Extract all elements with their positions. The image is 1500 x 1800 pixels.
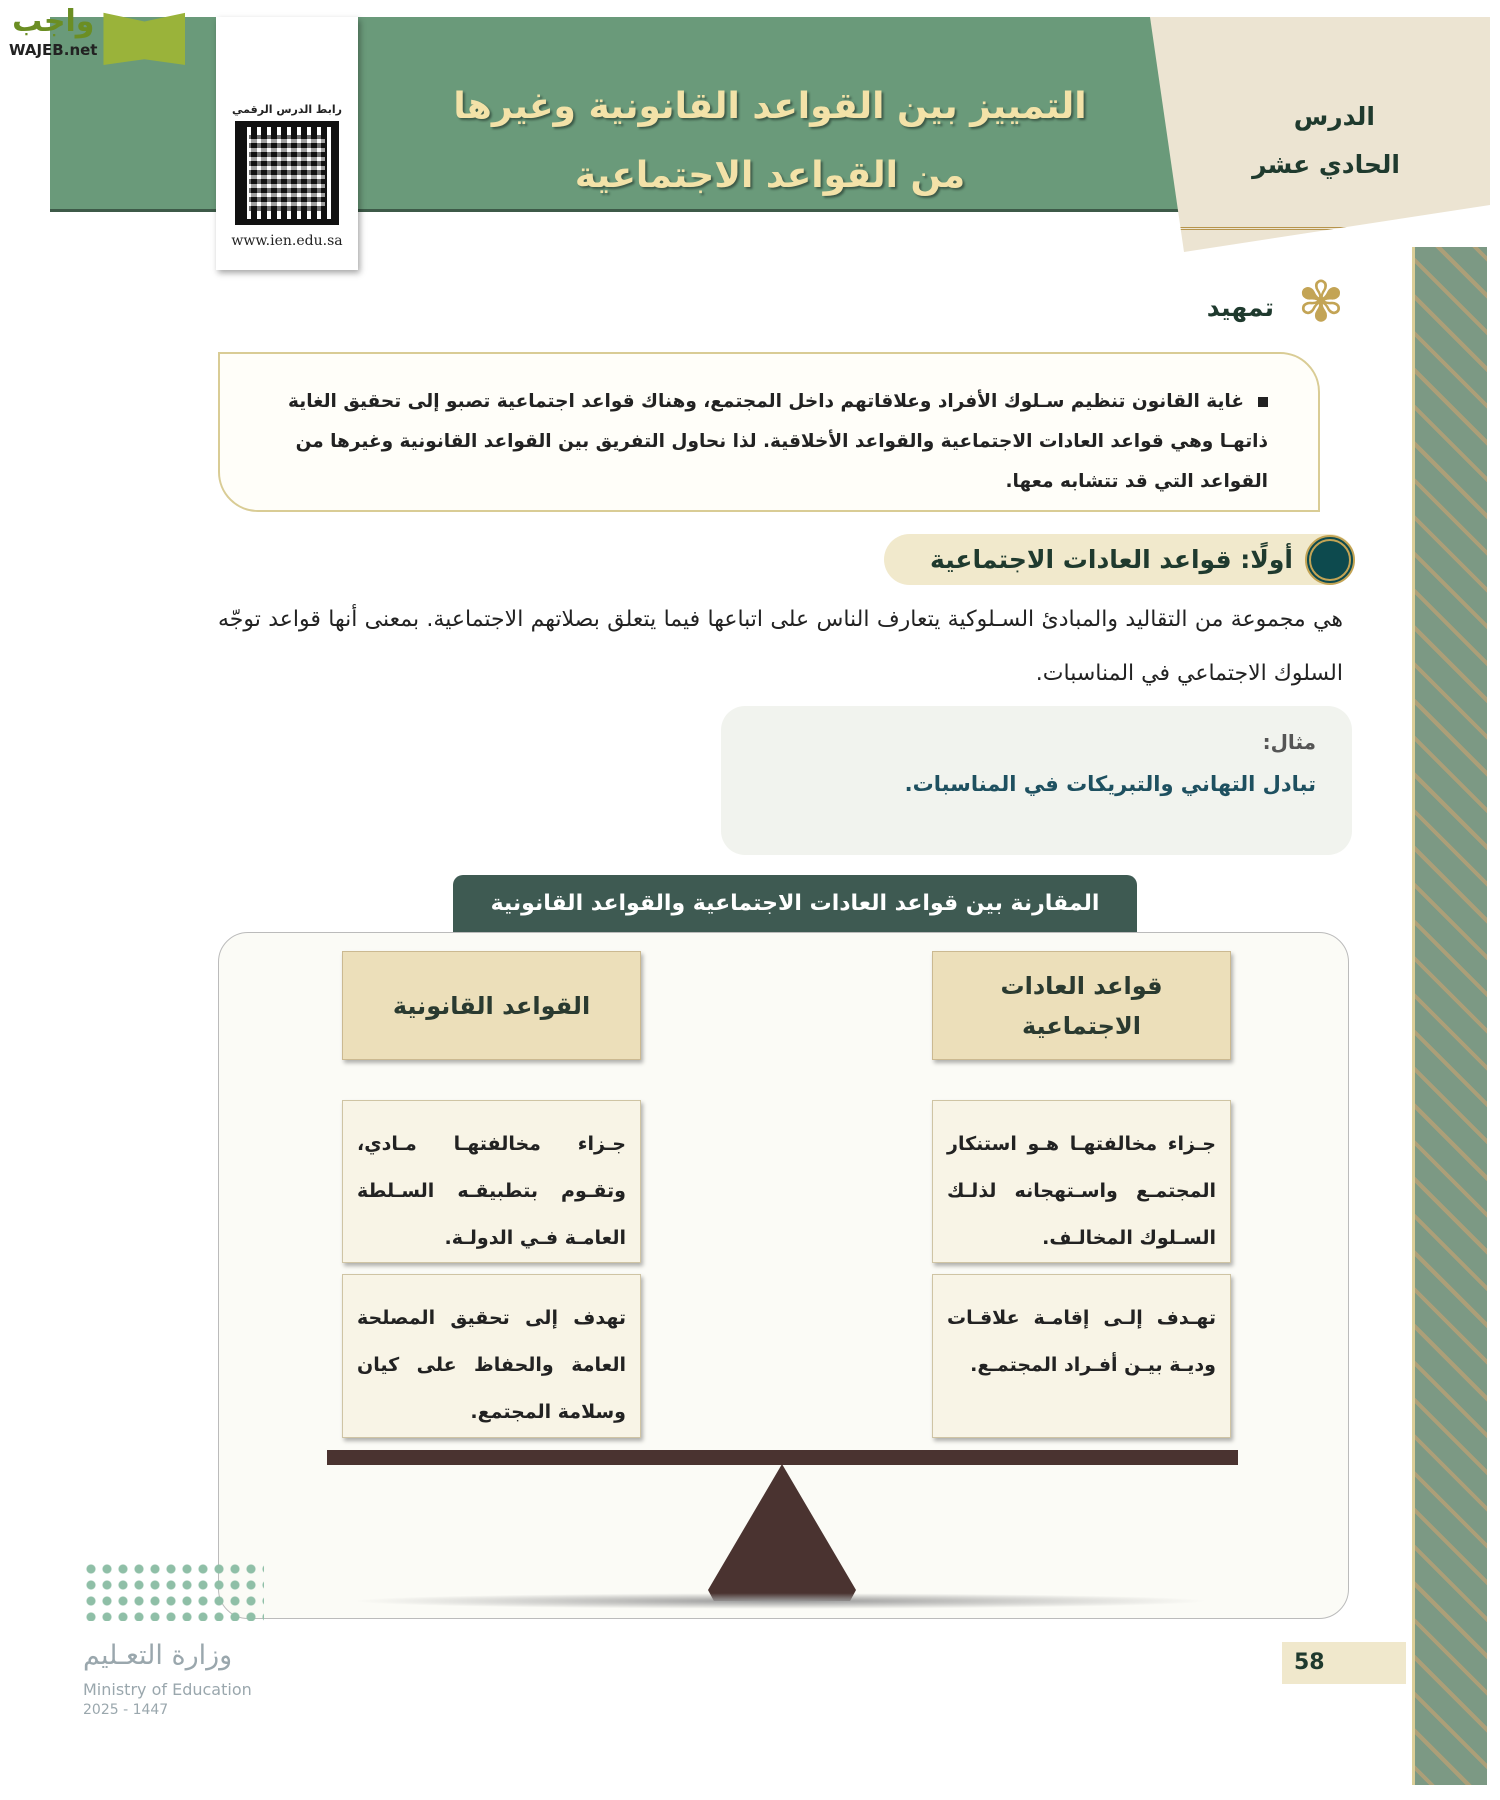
section-paragraph: هي مجموعة من التقاليد والمبادئ السـلوكية يتعارف الناس على اتباعها فيما يتعلق بصلاتهم الاجتماعية. بمعنى أنها قواعد توجّه السلوك الاجتماعي في المناسبات. — [218, 607, 1343, 686]
edition-year: 2025 - 1447 — [83, 1702, 169, 1718]
example-text: تبادل التهاني والتبريكات في المناسبات. — [904, 772, 1316, 796]
balance-beam — [327, 1450, 1238, 1465]
ministry-logo-icon — [83, 1561, 264, 1621]
wajeb-logo — [9, 6, 185, 66]
qr-label: رابط الدرس الرقمي — [232, 103, 342, 116]
section-heading: أولًا: قواعد العادات الاجتماعية — [884, 534, 1355, 585]
logo-en: WAJEB.net — [9, 41, 98, 59]
page-number: 58 — [1282, 1642, 1406, 1684]
logo-ar: واجب — [12, 4, 95, 39]
example-box — [721, 706, 1352, 855]
intro-box — [218, 352, 1320, 512]
logo-text — [9, 4, 98, 64]
qr-code-icon[interactable] — [235, 121, 339, 225]
book-icon — [103, 7, 185, 65]
lesson-card — [1150, 17, 1490, 252]
section-badge-icon — [1305, 535, 1355, 585]
social-header: قواعد العادات الاجتماعية — [932, 951, 1231, 1060]
legal-cell-penalty: جـزاء مخالفتهـا مـادي، وتقـوم بتطبيقـه السـلطة العامـة فـي الدولـة. — [342, 1100, 641, 1263]
ministry-name-ar: وزارة التعـليم — [83, 1640, 233, 1671]
bullet-icon — [1258, 397, 1268, 407]
social-cell-goal: تهـدف إلـى إقامـة علاقـات وديـة بيـن أفـراد المجتمـع. — [932, 1274, 1231, 1438]
legal-header: القواعد القانونية — [342, 951, 641, 1060]
flower-icon: ✾ — [1297, 270, 1345, 335]
lesson-number: الحادي عشر — [1252, 150, 1400, 179]
lesson-title-line1: التمييز بين القواعد القانونية وغيرها — [453, 86, 1087, 127]
qr-url[interactable]: www.ien.edu.sa — [231, 233, 343, 249]
intro-heading: تمهيد — [1206, 293, 1274, 322]
ministry-name-en: Ministry of Education — [83, 1680, 252, 1699]
qr-card[interactable] — [216, 17, 358, 270]
balance-shadow — [350, 1593, 1210, 1609]
decorative-pattern-strip — [1412, 247, 1487, 1785]
legal-cell-goal: تهدف إلى تحقيق المصلحة العامة والحفاظ على كيان وسلامة المجتمع. — [342, 1274, 641, 1438]
comparison-title: المقارنة بين قواعد العادات الاجتماعية والقواعد القانونية — [453, 875, 1137, 932]
example-label: مثال: — [1262, 730, 1316, 754]
lesson-label: الدرس — [1293, 102, 1375, 131]
intro-text: غاية القانون تنظيم سـلوك الأفراد وعلاقاتهم داخل المجتمع، وهناك قواعد اجتماعية تصبو إلى تحقيق الغاية ذاتهـا وهي قواعد العادات الاجتماعية والقواعد الأخلاقية. لذا نحاول التفريق بين القواعد القانونية وغيرها من القواعد التي قد تتشابه معها. — [288, 391, 1268, 492]
lesson-title-line2: من القواعد الاجتماعية — [574, 155, 966, 196]
social-cell-penalty: جـزاء مخالفتهـا هـو استنكار المجتمـع واسـتهجانه لذلـك السـلوك المخالـف. — [932, 1100, 1231, 1263]
